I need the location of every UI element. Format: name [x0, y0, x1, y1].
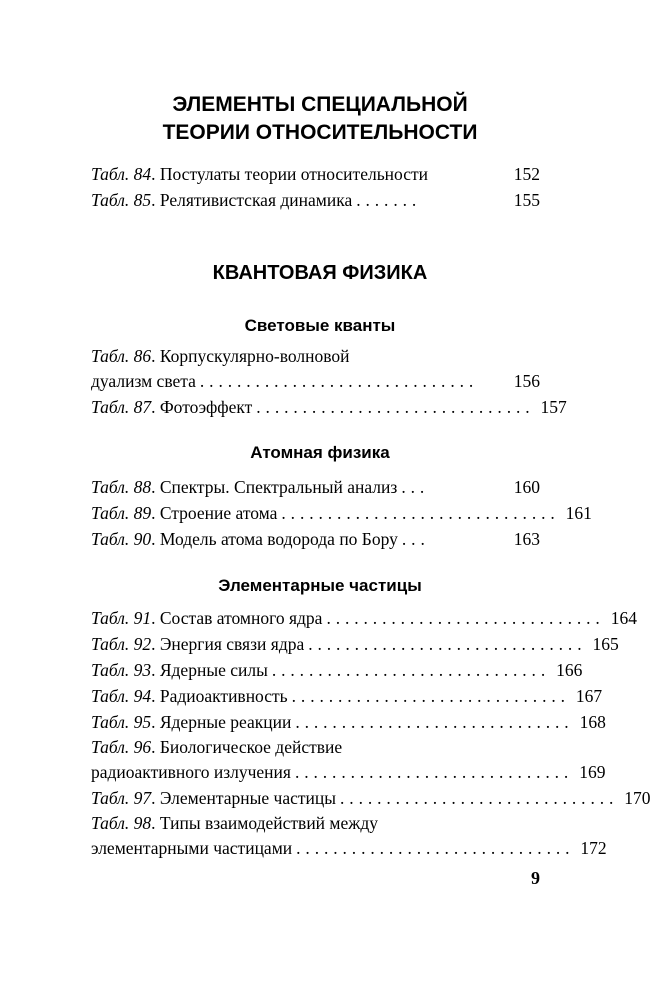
- entry-page: 161: [565, 503, 592, 523]
- dot-leader: ..............................: [281, 503, 560, 523]
- entry-prefix: Табл. 97: [91, 788, 152, 808]
- entry-page: 164: [610, 608, 637, 628]
- toc-entry-94[interactable]: [91, 683, 603, 709]
- entry-page: 167: [575, 686, 603, 706]
- toc-list-light-quanta: [91, 344, 567, 420]
- entry-title: . Радиоактивность: [151, 686, 288, 706]
- toc-entry-96[interactable]: [91, 735, 606, 785]
- toc-entry-87[interactable]: [91, 394, 567, 420]
- toc-entry-90[interactable]: [91, 526, 540, 552]
- entry-page: 170: [624, 788, 651, 808]
- entry-page: 172: [580, 838, 607, 858]
- dot-leader: ..............................: [326, 608, 605, 628]
- toc-entry-84[interactable]: [91, 161, 540, 187]
- subsection-heading-particles: Элементарные частицы: [218, 576, 422, 595]
- toc-list-relativity: [91, 161, 540, 213]
- entry-prefix: Табл. 91: [91, 608, 152, 628]
- entry-second-line: [91, 759, 606, 785]
- section-heading-relativity: [0, 91, 640, 147]
- subsection-heading-light-quanta: Световые кванты: [244, 316, 396, 335]
- toc-entry-85[interactable]: [91, 187, 540, 213]
- entry-title-line2: радиоактивного излучения: [91, 762, 291, 782]
- dot-leader: ..............................: [199, 371, 479, 391]
- entry-title-line2: дуализм света: [91, 371, 196, 391]
- entry-page: 168: [579, 712, 606, 732]
- entry-title-line1: . Корпускулярно-волновой: [151, 346, 350, 366]
- toc-entry-93[interactable]: [91, 657, 583, 683]
- entry-page: 163: [513, 529, 540, 549]
- dot-leader: ..............................: [256, 397, 535, 417]
- dot-leader: ..............................: [340, 788, 619, 808]
- dot-leader: ..............................: [296, 838, 575, 858]
- entry-prefix: Табл. 87: [91, 397, 152, 417]
- section-heading-quantum: КВАНТОВАЯ ФИЗИКА: [212, 262, 428, 284]
- entry-prefix: Табл. 93: [91, 660, 152, 680]
- entry-prefix: Табл. 89: [91, 503, 152, 523]
- entry-page: 157: [540, 397, 567, 417]
- toc-list-atomic: [91, 474, 592, 552]
- entry-title: . Постулаты теории относительности: [151, 164, 429, 184]
- section-heading-line2: ТЕОРИИ ОТНОСИТЕЛЬНОСТИ: [162, 121, 478, 144]
- toc-entry-97[interactable]: [91, 785, 651, 811]
- toc-entry-91[interactable]: [91, 605, 637, 631]
- toc-entry-92[interactable]: [91, 631, 619, 657]
- entry-prefix: Табл. 86: [91, 346, 152, 366]
- entry-first-line: [91, 735, 540, 759]
- toc-entry-88[interactable]: [91, 474, 540, 500]
- section-heading-line1: ЭЛЕМЕНТЫ СПЕЦИАЛЬНОЙ: [172, 93, 468, 116]
- entry-title: . Элементарные частицы: [151, 788, 337, 808]
- entry-page: 156: [513, 371, 540, 391]
- dot-leader: ..............................: [295, 712, 574, 732]
- entry-page: 165: [592, 634, 619, 654]
- entry-title: . Энергия связи ядра: [151, 634, 305, 654]
- dot-leader: ..............................: [271, 660, 551, 680]
- toc-list-particles: [91, 605, 651, 861]
- entry-page: 152: [513, 164, 540, 184]
- entry-prefix: Табл. 98: [91, 813, 152, 833]
- dot-leader: ..............................: [291, 686, 570, 706]
- entry-second-line: [91, 835, 607, 861]
- entry-title: . Релятивистская динамика: [151, 190, 353, 210]
- entry-prefix: Табл. 96: [91, 737, 152, 757]
- entry-title: . Фотоэффект: [151, 397, 253, 417]
- entry-title-line1: . Биологическое действие: [151, 737, 343, 757]
- entry-page: 166: [556, 660, 583, 680]
- entry-first-line: [91, 344, 540, 368]
- toc-entry-89[interactable]: [91, 500, 592, 526]
- entry-prefix: Табл. 94: [91, 686, 152, 706]
- dot-leader: ..............................: [294, 762, 574, 782]
- entry-title: . Ядерные силы: [151, 660, 268, 680]
- entry-page: 169: [579, 762, 606, 782]
- entry-page: 155: [513, 190, 540, 210]
- entry-title: . Спектры. Спектральный анализ: [151, 477, 398, 497]
- entry-title-line1: . Типы взаимодействий между: [151, 813, 379, 833]
- entry-prefix: Табл. 92: [91, 634, 152, 654]
- entry-title: . Строение атома: [151, 503, 278, 523]
- page-number: 9: [531, 868, 540, 888]
- entry-second-line: [91, 368, 540, 394]
- entry-prefix: Табл. 88: [91, 477, 152, 497]
- toc-entry-86[interactable]: [91, 344, 540, 394]
- entry-prefix: Табл. 85: [91, 190, 152, 210]
- subsection-heading-atomic: Атомная физика: [250, 443, 390, 462]
- entry-title-line2: элементарными частицами: [91, 838, 293, 858]
- entry-prefix: Табл. 95: [91, 712, 152, 732]
- entry-title: . Состав атомного ядра: [151, 608, 323, 628]
- entry-prefix: Табл. 90: [91, 529, 152, 549]
- dot-leader: .......: [356, 190, 422, 210]
- toc-entry-95[interactable]: [91, 709, 606, 735]
- entry-title: . Ядерные реакции: [151, 712, 292, 732]
- entry-prefix: Табл. 84: [91, 164, 152, 184]
- dot-leader: ...: [401, 529, 430, 549]
- dot-leader: ..............................: [308, 634, 587, 654]
- entry-first-line: [91, 811, 540, 835]
- entry-page: 160: [513, 477, 540, 497]
- toc-entry-98[interactable]: [91, 811, 607, 861]
- dot-leader: ...: [401, 477, 430, 497]
- entry-title: . Модель атома водорода по Бору: [151, 529, 398, 549]
